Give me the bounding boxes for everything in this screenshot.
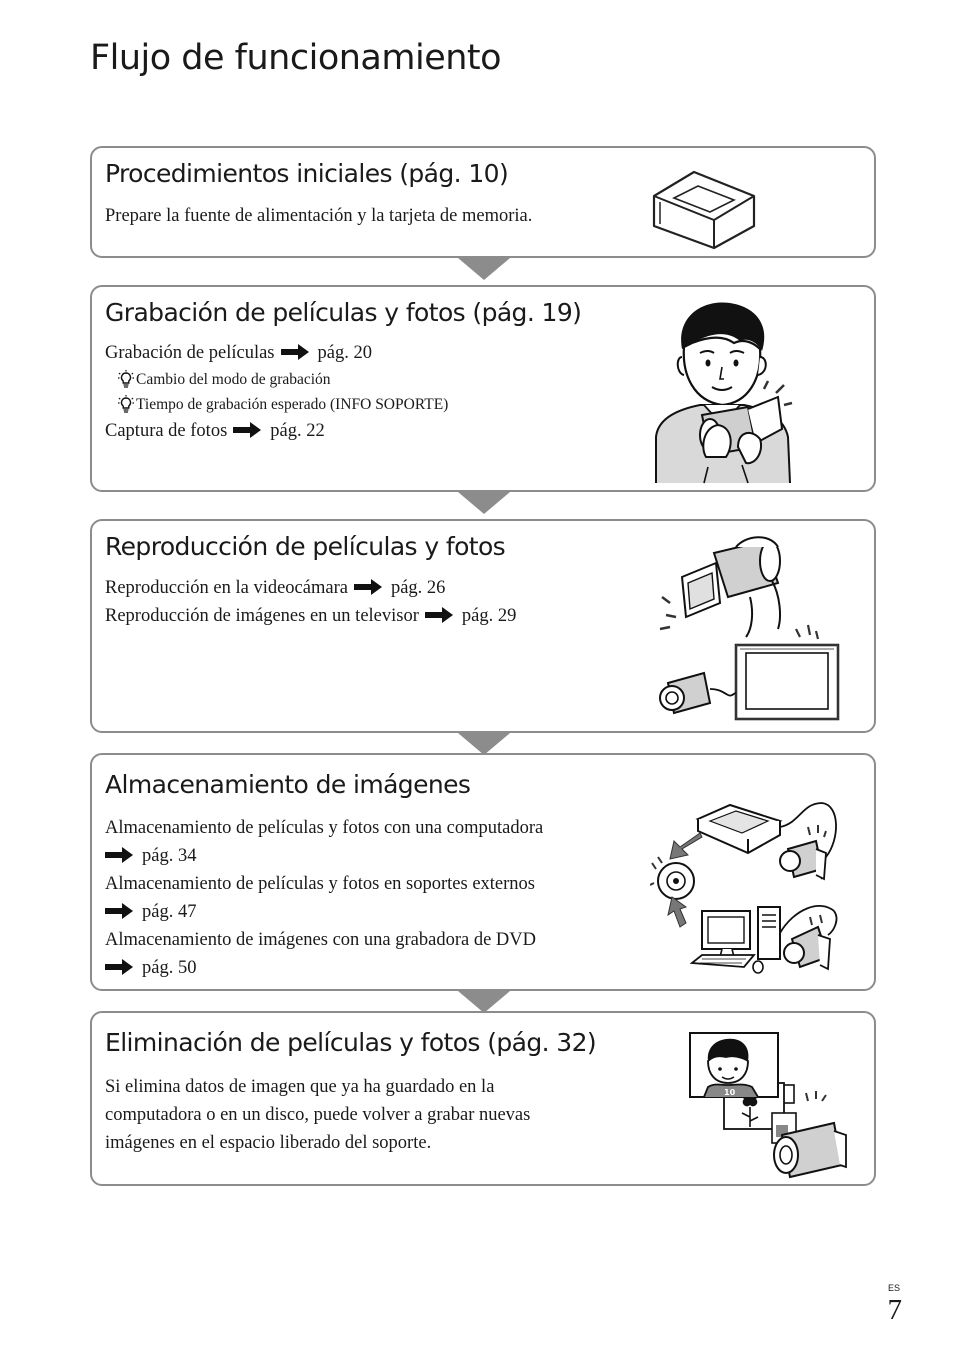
page-ref: pág. 50	[142, 958, 197, 978]
recording-movies-link[interactable]	[105, 343, 372, 364]
page-number: 7	[887, 1294, 902, 1326]
save-external-link[interactable]	[105, 902, 196, 923]
right-arrow-icon	[105, 903, 133, 919]
page-ref: pág. 29	[461, 606, 517, 626]
step-getting-started	[90, 146, 876, 258]
capturing-photos-label: Captura de fotos	[105, 421, 228, 441]
flow-connector-arrow	[458, 733, 510, 755]
step-deleting	[90, 1011, 876, 1186]
tip-text: Cambio del modo de grabación	[136, 371, 331, 389]
step-paragraph	[105, 1073, 625, 1157]
lightbulb-tip-icon	[118, 395, 134, 413]
tip-item	[118, 395, 448, 416]
save-dvd-link[interactable]	[105, 958, 196, 979]
item-label: Reproducción de imágenes en un televisor	[105, 606, 419, 626]
item-label: Reproducción en la videocámara	[105, 578, 348, 598]
right-arrow-icon	[105, 847, 133, 863]
step-heading: Grabación de películas y fotos (pág. 19)	[105, 298, 582, 327]
page-ref: pág. 26	[390, 578, 446, 598]
camcorder-and-tv-illustration	[654, 533, 854, 725]
tip-text: Tiempo de grabación esperado (INFO SOPORTE)	[136, 396, 449, 414]
save-computer-link[interactable]	[105, 846, 196, 867]
page-title: Flujo de funcionamiento	[90, 38, 502, 78]
lightbulb-tip-icon	[118, 370, 134, 388]
page-ref: pág. 22	[270, 421, 325, 441]
svg-text:10: 10	[724, 1088, 736, 1097]
step-saving	[90, 753, 876, 991]
page-ref: pág. 34	[142, 846, 197, 866]
step-heading: Procedimientos iniciales (pág. 10)	[105, 159, 509, 188]
playback-tv-link[interactable]	[105, 606, 516, 627]
item-label: Almacenamiento de imágenes con una grabadora de DVD	[105, 930, 536, 950]
item-label: Almacenamiento de películas y fotos con una computadora	[105, 818, 544, 838]
step-text: Prepare la fuente de alimentación y la tarjeta de memoria.	[105, 206, 533, 226]
right-arrow-icon	[425, 607, 453, 623]
step-playback	[90, 519, 876, 733]
paragraph-line: computadora o en un disco, puede volver a grabar nuevas	[105, 1105, 531, 1125]
step-heading: Eliminación de películas y fotos (pág. 32)	[105, 1028, 597, 1057]
step-recording	[90, 285, 876, 492]
recording-movies-label: Grabación de películas	[105, 343, 275, 363]
page-ref: pág. 20	[317, 343, 372, 363]
tip-item	[118, 370, 331, 391]
battery-illustration	[650, 166, 758, 250]
item-label: Almacenamiento de películas y fotos en soportes externos	[105, 874, 535, 894]
step-heading: Almacenamiento de imágenes	[105, 770, 471, 799]
right-arrow-icon	[105, 959, 133, 975]
capturing-photos-link[interactable]	[105, 421, 325, 442]
page-ref: pág. 47	[142, 902, 197, 922]
flow-connector-arrow	[458, 492, 510, 514]
playback-camcorder-link[interactable]	[105, 578, 445, 599]
right-arrow-icon	[233, 422, 261, 438]
right-arrow-icon	[281, 344, 309, 360]
delete-photos-illustration	[686, 1031, 856, 1183]
storage-devices-illustration	[650, 799, 850, 983]
language-code: ES	[887, 1283, 900, 1293]
flow-connector-arrow	[458, 991, 510, 1013]
person-with-camcorder-illustration	[652, 297, 802, 487]
right-arrow-icon	[354, 579, 382, 595]
paragraph-line: Si elimina datos de imagen que ya ha guardado en la	[105, 1077, 495, 1097]
flow-connector-arrow	[458, 258, 510, 280]
step-heading: Reproducción de películas y fotos	[105, 532, 506, 561]
paragraph-line: imágenes en el espacio liberado del soporte.	[105, 1133, 432, 1153]
